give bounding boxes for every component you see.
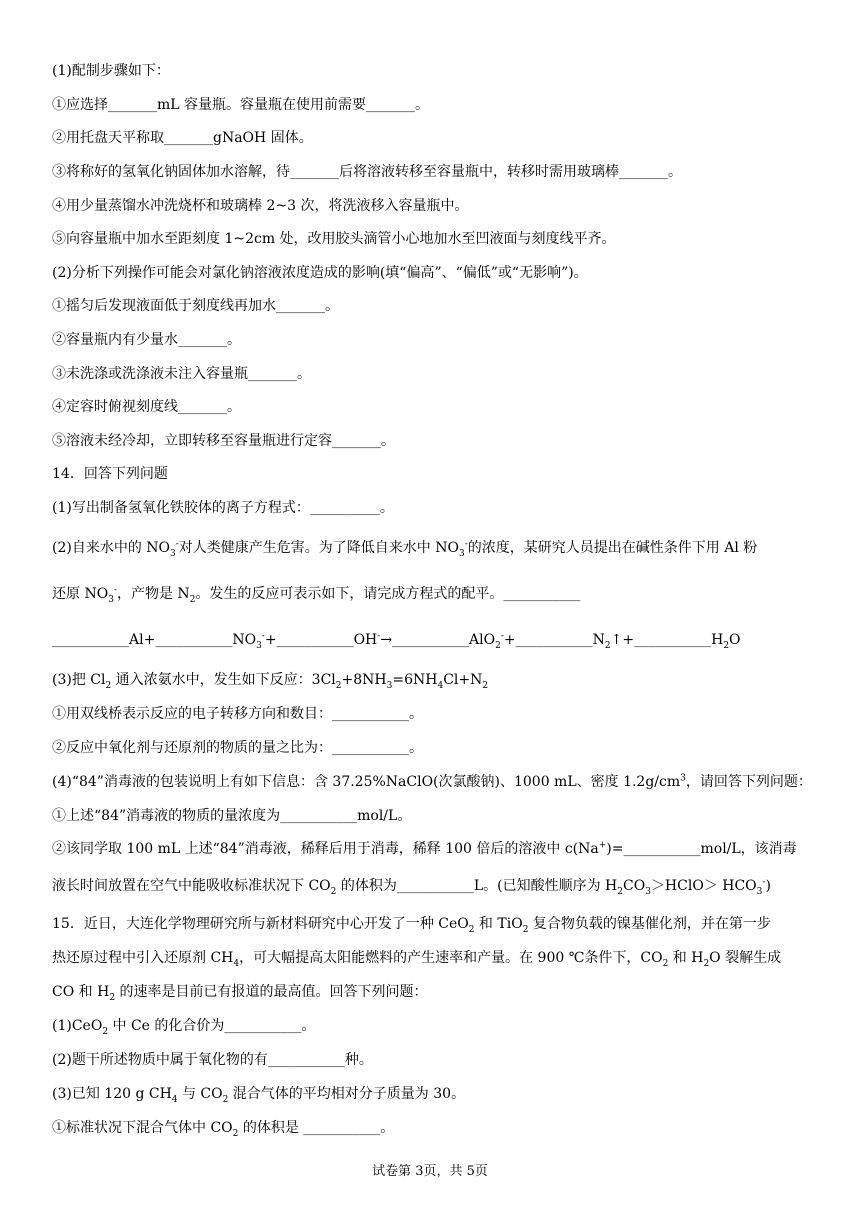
text-line: (3)把 $Cl_2$ 通入浓氨水中，发生如下反应：$3Cl_2+8NH_3=6NH_4Cl+N_2$ bbox=[52, 672, 489, 691]
text-line: ⑤向容量瓶中加水至距刻度 1~2cm 处，改用胶头滴管小心地加水至凹液面与刻度线平齐。 bbox=[52, 231, 616, 247]
page-footer: 试卷第 3页，共 5页 bbox=[372, 1164, 488, 1179]
text-line: ①用双线桥表示反应的电子转移方向和数目：___________。 bbox=[52, 706, 423, 722]
text-line: ⑤溶液未经冷却，立即转移至容量瓶进行定容_______。 bbox=[52, 433, 395, 449]
text-line: (1)配制步骤如下： bbox=[52, 63, 170, 79]
text-line: ④用少量蒸馏水冲洗烧杯和玻璃棒 2~3 次，将洗液移入容量瓶中。 bbox=[52, 198, 469, 214]
text-line: (2)自来水中的 $NO_3^-$对人类健康产生危害。为了降低自来水中 $NO_3^-$的浓度，某研究人员提出在碱性条件下用 Al 粉 bbox=[52, 539, 758, 559]
text-line: ①上述“84”消毒液的物质的量浓度为___________mol/L。 bbox=[52, 808, 412, 824]
text-line: ④定容时俯视刻度线_______。 bbox=[52, 399, 241, 415]
text-line: CO 和 $H_2$ 的速率是目前已有报道的最高值。回答下列问题： bbox=[52, 984, 428, 1003]
question-heading: 14．回答下列问题 bbox=[52, 466, 168, 482]
text-line: 还原 $NO_3^-$，产物是 $N_2$。发生的反应可表示如下，请完成方程式的配平。___________ bbox=[52, 585, 581, 605]
text-line: ②用托盘天平称取_______gNaOH 固体。 bbox=[52, 130, 313, 146]
text-line: ①摇匀后发现液面低于刻度线再加水_______。 bbox=[52, 298, 339, 314]
text-line: 热还原过程中引入还原剂 $CH_4$，可大幅提高太阳能燃料的产生速率和产量。在 900 ℃条件下，$CO_2$ 和 $H_2O$ 裂解生成 bbox=[52, 950, 782, 969]
text-line: (1)CeO$_2$ 中 Ce 的化合价为___________。 bbox=[52, 1018, 316, 1037]
text-line: (4)“84”消毒液的包装说明上有如下信息：含 37.25%NaClO(次氯酸钠)、1000 mL、密度 $1.2g/cm^3$，请回答下列问题： bbox=[52, 773, 812, 790]
text-line: (1)写出制备氢氧化铁胶体的离子方程式：__________。 bbox=[52, 500, 394, 516]
text-line: (2)分析下列操作可能会对氯化钠溶液浓度造成的影响(填“偏高”、“偏低”或“无影响”)。 bbox=[52, 265, 588, 281]
text-line: ②容量瓶内有少量水_______。 bbox=[52, 332, 241, 348]
question-heading: 15．近日，大连化学物理研究所与新材料研究中心开发了一种 CeO$_2$ 和 TiO$_2$ 复合物负载的镍基催化剂，并在第一步 bbox=[52, 916, 771, 935]
text-line: ②该同学取 100 mL 上述“84”消毒液，稀释后用于消毒，稀释 100 倍后的溶液中 c(Na+)=___________mol/L，该消毒 bbox=[52, 840, 797, 857]
text-line: (3)已知 120 g $CH_4$ 与 $CO_2$ 混合气体的平均相对分子质量为 30。 bbox=[52, 1086, 466, 1105]
text-line: ③将称好的氢氧化钠固体加水溶解，待_______后将溶液转移至容量瓶中，转移时需用玻璃棒_______。 bbox=[52, 164, 682, 180]
text-line: ②反应中氧化剂与还原剂的物质的量之比为：___________。 bbox=[52, 740, 423, 756]
text-line: ①应选择_______mL 容量瓶。容量瓶在使用前需要_______。 bbox=[52, 97, 430, 113]
balance-equation: $\_\_\_\_\_\_\_\_\_\_\_Al+\_\_\_\_\_\_\_\_\_\_\_NO_3^-+\_\_\_\_\_\_\_\_\_\_\_OH^-\to\_\_\_\_\_\_\_\_\_\_\_AlO_2^-+\_\_\_\_\_\_\_\_\_\_\_N_2↑+\_\_\_\_\_\_\_\_\_\_\_H_2O$ bbox=[52, 631, 741, 651]
text-line: ③未洗涤或洗涤液未注入容量瓶_______。 bbox=[52, 366, 311, 382]
text-line: ①标准状况下混合气体中 $CO_2$ 的体积是 ___________。 bbox=[52, 1120, 395, 1139]
text-line: (2)题干所述物质中属于氧化物的有___________种。 bbox=[52, 1052, 373, 1068]
text-line: 液长时间放置在空气中能吸收标准状况下 $CO_2$ 的体积为___________L。(已知酸性顺序为 $H_2CO_3>HClO> HCO_3^-$) bbox=[52, 877, 771, 897]
